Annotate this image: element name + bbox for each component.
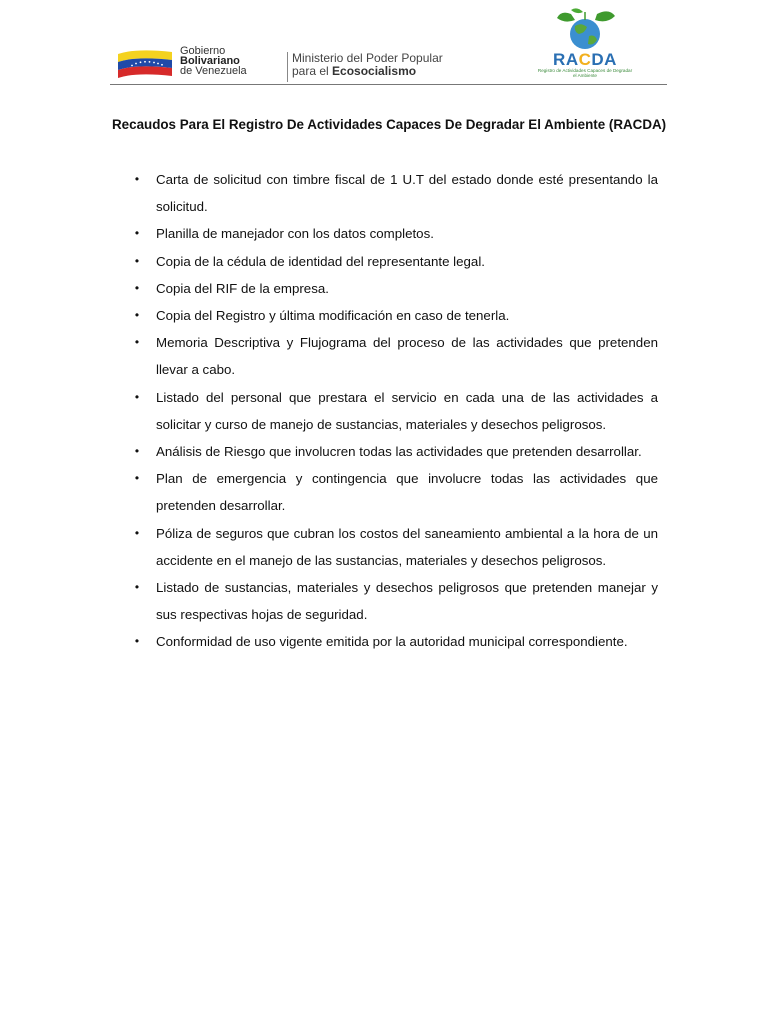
logo-divider <box>287 52 288 82</box>
list-item <box>112 248 658 275</box>
list-item-text: Planilla de manejador con los datos completos. <box>156 226 434 242</box>
list-item <box>112 275 658 302</box>
bullet-icon: • <box>134 253 140 268</box>
bullet-icon: • <box>134 172 140 186</box>
gov-line-3: de Venezuela <box>180 65 247 77</box>
ministry-line-2-prefix: para el <box>292 64 333 78</box>
bullet-icon: • <box>134 335 140 350</box>
bullet-icon: • <box>134 634 140 649</box>
list-item <box>112 574 658 628</box>
list-item <box>112 438 658 465</box>
bullet-icon: • <box>134 471 140 486</box>
list-item-text: Copia del Registro y última modificación en caso de tenerla. <box>156 308 510 324</box>
bullet-icon: • <box>134 525 140 540</box>
bullet-icon: • <box>134 389 140 404</box>
list-item <box>112 384 658 438</box>
bullet-icon: • <box>134 308 140 323</box>
government-logo <box>116 44 286 84</box>
list-item-text: Listado del personal que prestara el servicio en cada una de las actividades a solicitar y curso de manejo de sustancias, materiales y desechos peligrosos. <box>156 389 658 432</box>
letterhead <box>110 6 667 85</box>
list-item-text: Copia de la cédula de identidad del representante legal. <box>156 253 485 269</box>
list-item <box>112 302 658 329</box>
gov-line-2: Bolivariano <box>180 55 240 67</box>
government-name <box>180 46 247 76</box>
racda-wordmark-c: C <box>578 50 592 69</box>
ministry-line-1: Ministerio del Poder Popular <box>292 51 443 65</box>
list-item-text: Análisis de Riesgo que involucren todas las actividades que pretenden desarrollar. <box>156 444 642 460</box>
ministry-line-2 <box>292 65 443 78</box>
gov-line-1: Gobierno <box>180 45 226 57</box>
list-item-text: Memoria Descriptiva y Flujograma del proceso de las actividades que pretenden llevar a cabo. <box>156 335 658 378</box>
list-item <box>112 329 658 383</box>
list-item <box>112 220 658 247</box>
requirements-list <box>112 166 658 656</box>
list-item <box>112 166 658 220</box>
ministry-name <box>292 52 443 78</box>
venezuela-flag-icon <box>116 46 174 80</box>
bullet-icon: • <box>134 280 140 295</box>
racda-subtitle: Registro de Actividades Capaces de Degradar el Ambiente <box>537 68 633 78</box>
list-item-text: Carta de solicitud con timbre fiscal de 1 U.T del estado donde esté presentando la solicitud. <box>156 172 658 215</box>
bullet-icon: • <box>134 444 140 459</box>
ministry-line-2-bold: Ecosocialismo <box>332 64 417 78</box>
racda-wordmark <box>542 50 628 70</box>
bullet-icon: • <box>134 580 140 595</box>
bullet-icon: • <box>134 226 140 241</box>
list-item <box>112 465 658 519</box>
list-item-text: Póliza de seguros que cubran los costos del saneamiento ambiental a la hora de un accidente en el manejo de las sustancias, materiales y desechos peligrosos. <box>156 525 658 568</box>
list-item-text: Listado de sustancias, materiales y desechos peligrosos que pretenden manejar y sus respectivas hojas de seguridad. <box>156 580 658 623</box>
list-item-text: Conformidad de uso vigente emitida por la autoridad municipal correspondiente. <box>156 634 628 650</box>
racda-wordmark-da: DA <box>591 50 617 69</box>
list-item-text: Copia del RIF de la empresa. <box>156 280 329 296</box>
list-item <box>112 628 658 655</box>
list-item-text: Plan de emergencia y contingencia que involucre todas las actividades que pretenden desarrollar. <box>156 471 658 514</box>
document-title: Recaudos Para El Registro De Actividades Capaces De Degradar El Ambiente (RACDA) <box>112 117 667 132</box>
list-item <box>112 520 658 574</box>
racda-wordmark-ra: RA <box>553 50 579 69</box>
